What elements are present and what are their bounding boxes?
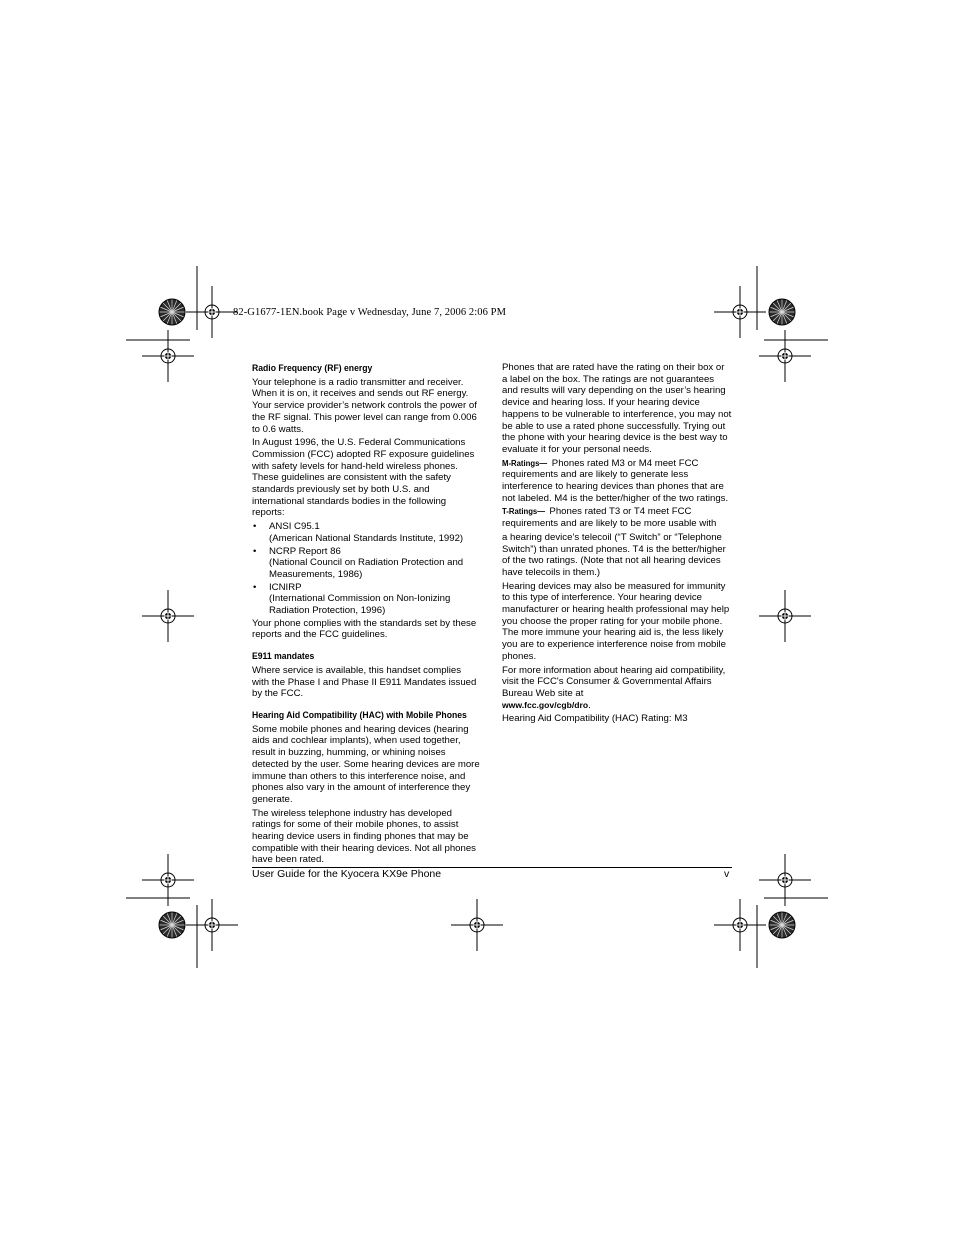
rated-phones-paragraph: Phones that are rated have the rating on their box or a label on the box. The ratings are not guarantees and results will vary depending on the user’s hearing device and hearing loss. If your hearing device happens to be vulnerable to interference, you may not be able to use a rated phone successfully. Trying out the phone with your hearing device is the best way to evaluate it for your personal needs. <box>502 362 732 455</box>
m-ratings-paragraph <box>502 458 732 505</box>
hac-paragraph-2: The wireless telephone industry has developed ratings for some of their mobile phones, to assist hearing device users in finding phones that may be compatible with their hearing devices. Not all phones have been rated. <box>252 807 476 866</box>
t-ratings-paragraph <box>502 506 732 529</box>
t-ratings-label: T-Ratings— <box>502 506 545 517</box>
report-detail: (National Council on Radiation Protection and Measurements, 1986) <box>269 557 464 580</box>
t-ratings-continued: a hearing device’s telecoil (“T Switch” or “Telephone Switch”) than unrated phones. T4 is the better/higher of the two ratings. (Note that not all hearing devices have telecoils in them.) <box>502 531 726 578</box>
report-name: ICNIRP <box>269 581 302 593</box>
left-column <box>252 362 480 868</box>
report-detail: (International Commission on Non-Ionizing Radiation Protection, 1996) <box>269 593 451 617</box>
e911-paragraph: Where service is available, this handset complies with the Phase I and Phase II E911 Mandates issued by the FCC. <box>252 664 477 700</box>
report-name: NCRP Report 86 <box>269 545 341 557</box>
report-item <box>252 546 480 581</box>
fcc-url-period: . <box>588 699 591 711</box>
right-column <box>502 362 732 727</box>
m-ratings-text: Phones rated M3 or M4 meet FCC requirements and are likely to generate less interference to hearing devices than phones that are not labeled. M4 is the better/higher of the two ratings. <box>502 457 729 504</box>
footer-guide-title: User Guide for the Kyocera KX9e Phone <box>252 868 442 880</box>
m-ratings-label: M-Ratings— <box>502 457 548 468</box>
rf-paragraph-3: Your phone complies with the standards set by these reports and the FCC guidelines. <box>252 617 477 641</box>
bullet-icon: • <box>253 581 257 593</box>
report-detail: (American National Standards Institute, 1992) <box>269 532 464 544</box>
hac-heading: Hearing Aid Compatibility (HAC) with Mobile Phones <box>252 708 467 720</box>
fcc-url-link[interactable]: www.fcc.gov/cgb/dro <box>502 699 589 710</box>
report-item <box>252 582 480 617</box>
hac-paragraph-1: Some mobile phones and hearing devices (hearing aids and cochlear implants), when used together, result in buzzing, humming, or whining noises detected by the user. Some hearing devices are more immune than others to this interference noise, and phones also vary in the amount of interference they generate. <box>252 723 480 805</box>
fcc-url-line <box>502 700 732 712</box>
bullet-icon: • <box>253 545 257 557</box>
more-info-paragraph: For more information about hearing aid compatibility, visit the FCC's Consumer & Governmental Affairs Bureau Web site at <box>502 664 726 699</box>
footer-page-number: v <box>724 868 730 880</box>
t-ratings-text: Phones rated T3 or T4 meet FCC requirements and are likely to be more usable with <box>502 506 717 530</box>
rf-paragraph-1: Your telephone is a radio transmitter and receiver. When it is on, it receives and sends out RF energy. Your service provider’s network controls the power of the RF signal. This power level can range from 0.006 to 0.6 watts. <box>252 376 477 435</box>
book-header-info: 82-G1677-1EN.book Page v Wednesday, June 7, 2006 2:06 PM <box>233 307 507 318</box>
report-item <box>252 521 480 544</box>
bullet-icon: • <box>253 521 257 533</box>
rf-paragraph-2: In August 1996, the U.S. Federal Communications Commission (FCC) adopted RF exposure guidelines with safety levels for hand-held wireless phones. These guidelines are consistent with the safety standards previously set by both U.S. and international standards bodies in the following reports: <box>252 437 475 519</box>
e911-heading: E911 mandates <box>252 650 315 662</box>
report-name: ANSI C95.1 <box>269 521 320 533</box>
rf-energy-heading: Radio Frequency (RF) energy <box>252 362 373 373</box>
immunity-paragraph: Hearing devices may also be measured for immunity to this type of interference. Your hearing device manufacturer or hearing health professional may help you choose the proper rating for your mobile phone. The more immune your hearing aid is, the less likely you are to experience interference noise from mobile phones. <box>502 580 730 662</box>
hac-rating-line: Hearing Aid Compatibility (HAC) Rating: M3 <box>502 713 688 725</box>
